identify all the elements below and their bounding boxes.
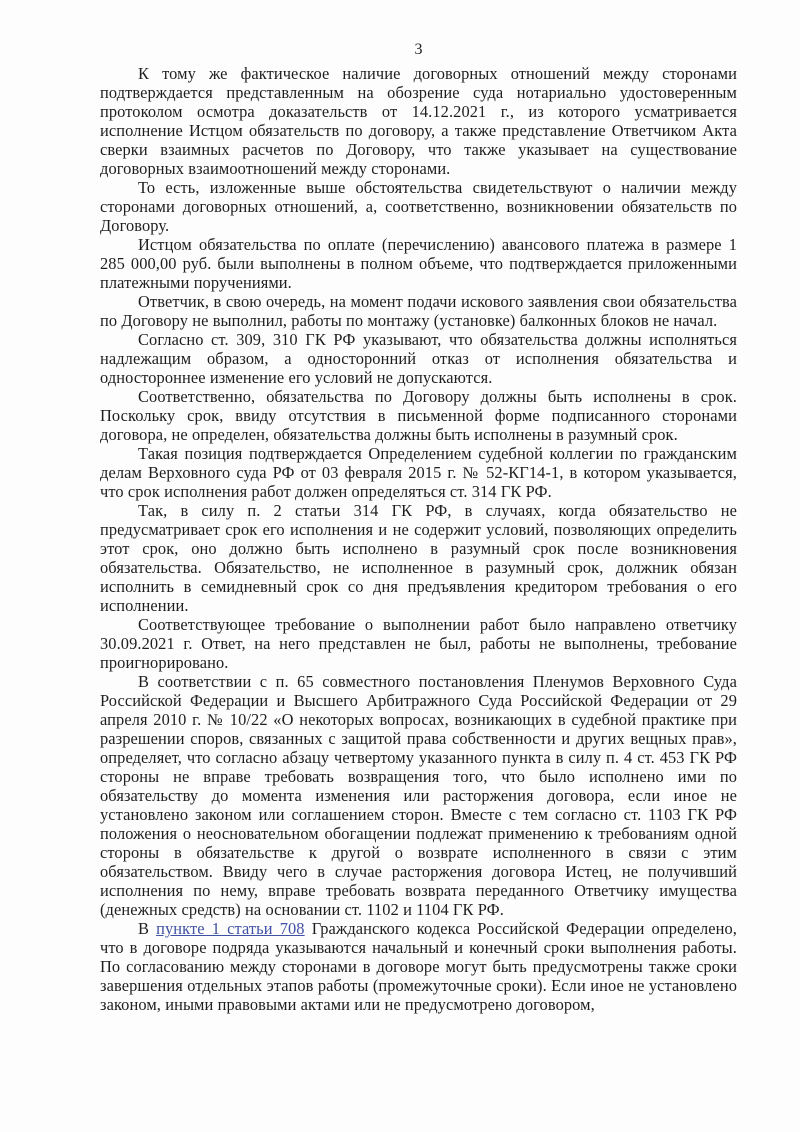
final-paragraph-prefix: В [138,919,157,938]
paragraph-gk-314: Так, в силу п. 2 статьи 314 ГК РФ, в случаях, когда обязательство не предусматривает срок его исполнения и не содержит условий, позволяющих определить этот срок, оно должно быть исполнено в разумный срок после возникновения обязательства. Обязательство, не исполненное в разумный срок, должник обязан исполнить в семидневный срок со дня предъявления кредитором требования о его исполнении. [100,501,737,615]
paragraph-plenum-10-22: В соответствии с п. 65 совместного постановления Пленумов Верховного Суда Российской Федерации и Высшего Арбитражного Суда Российской Федерации от 29 апреля 2010 г. № 10/22 «О некоторых вопросах, возникающих в судебной практике при разрешении споров, связанных с защитой права собственности и других вещных прав», определяет, что согласно абзацу четвертому указанного пункта в силу п. 4 ст. 453 ГК РФ стороны не вправе требовать возвращения того, что было исполнено ими по обязательству до момента изменения или расторжения договора, если иное не установлено законом или соглашением сторон. Вместе с тем согласно ст. 1103 ГК РФ положения о неосновательном обогащении подлежат применению к требованиям одной стороны в обязательстве к другой о возврате исполненного в связи с этим обязательством. Ввиду чего в случае расторжения договора Истец, не получивший исполнения по нему, вправе требовать возврата переданного Ответчику имущества (денежных средств) на основании ст. 1102 и 1104 ГК РФ. [100,672,737,919]
paragraph-defendant-nonperformance: Ответчик, в свою очередь, на момент подачи искового заявления свои обязательства по Договору не выполнил, работы по монтажу (установке) балконных блоков не начал. [100,292,737,330]
paragraph-conclusion-obligations: То есть, изложенные выше обстоятельства свидетельствуют о наличии между сторонами договорных отношений, а, соответственно, возникновении обязательств по Договору. [100,178,737,235]
document-body [100,64,737,1014]
statute-708-link[interactable]: пункте 1 статьи 708 [156,919,305,938]
paragraph-reasonable-term: Соответственно, обязательства по Договору должны быть исполнены в срок. Поскольку срок, ввиду отсутствия в письменной форме подписанного сторонами договора, не определен, обязательства должны быть исполнены в разумный срок. [100,387,737,444]
paragraph-advance-payment: Истцом обязательства по оплате (перечислению) авансового платежа в размере 1 285 000,00 руб. были выполнены в полном объеме, что подтверждается приложенными платежными поручениями. [100,235,737,292]
page-number: 3 [414,41,423,58]
final-paragraph-suffix: Гражданского кодекса Российской Федерации определено, что в договоре подряда указываются начальный и конечный сроки выполнения работы. По согласованию между сторонами в договоре могут быть предусмотрены также сроки завершения отдельных этапов работы (промежуточные сроки). Если иное не установлено законом, иными правовыми актами или не предусмотрено договором, [100,919,738,1014]
paragraph-contract-relations: К тому же фактическое наличие договорных отношений между сторонами подтверждается представленным на обозрение суда нотариально удостоверенным протоколом осмотра доказательств от 14.12.2021 г., из которого усматривается исполнение Истцом обязательств по договору, а также представление Ответчиком Акта сверки взаимных расчетов по Договору, что также указывает на существование договорных взаимоотношений между сторонами. [100,64,737,178]
paragraph-demand-ignored: Соответствующее требование о выполнении работ было направлено ответчику 30.09.2021 г. Ответ, на него представлен не был, работы не выполнены, требование проигнорировано. [100,615,737,672]
paragraph-gk-708 [100,919,737,1014]
paragraph-gk-309-310: Согласно ст. 309, 310 ГК РФ указывают, что обязательства должны исполняться надлежащим образом, а односторонний отказ от исполнения обязательства и одностороннее изменение его условий не допускаются. [100,330,737,387]
paragraph-supreme-court-position: Такая позиция подтверждается Определением судебной коллегии по гражданским делам Верховного суда РФ от 03 февраля 2015 г. № 52-КГ14-1, в котором указывается, что срок исполнения работ должен определяться ст. 314 ГК РФ. [100,444,737,501]
